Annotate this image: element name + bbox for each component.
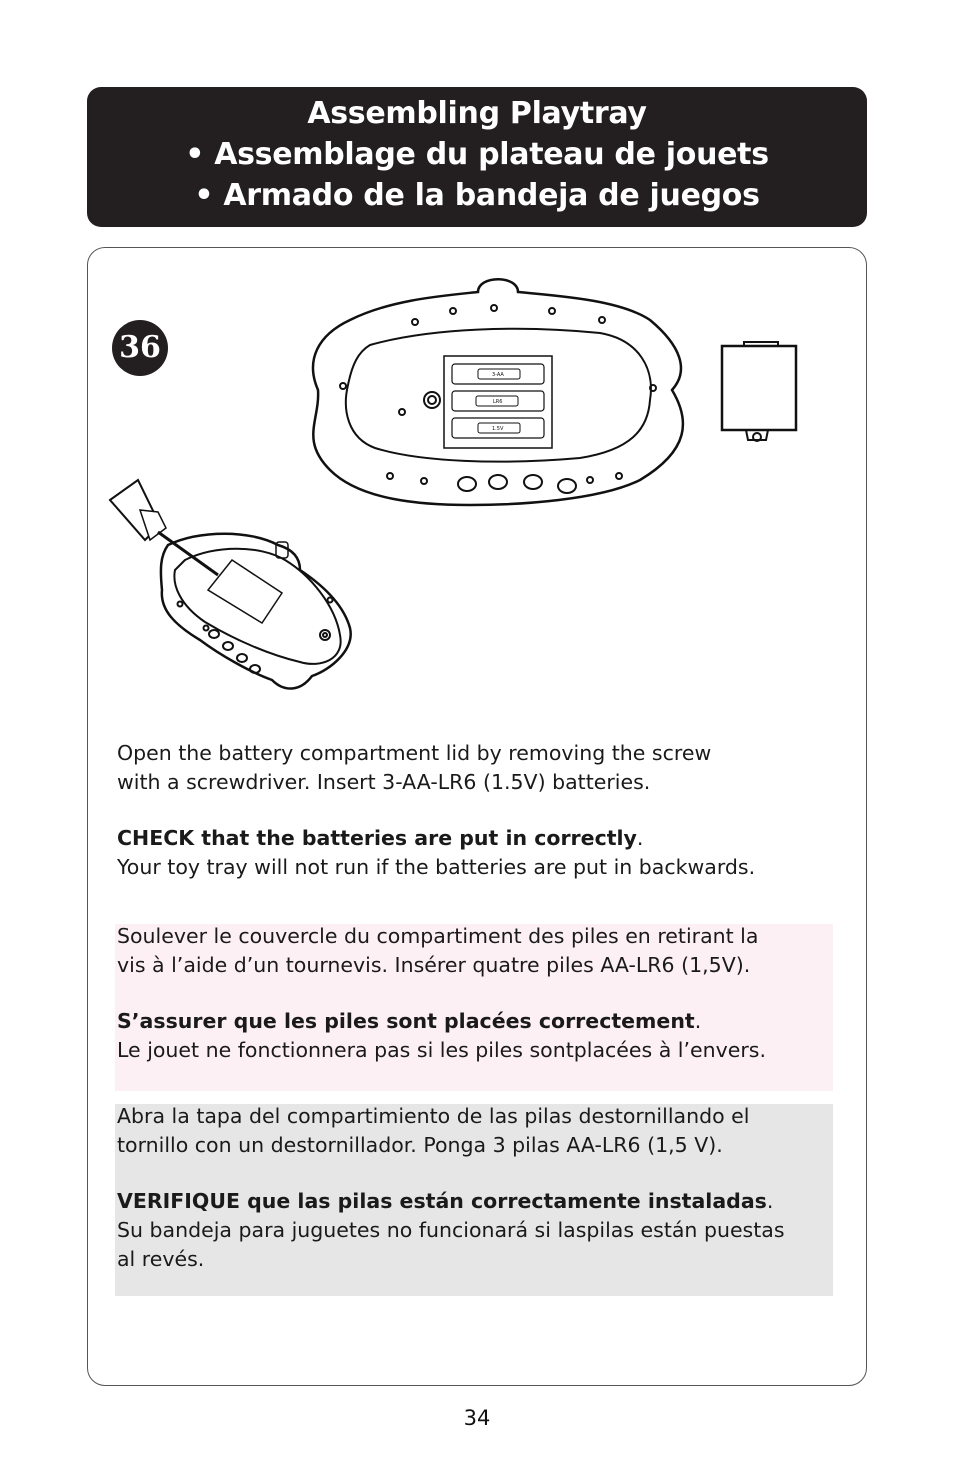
spanish-check	[117, 1187, 817, 1216]
battery-label-3: 1.5V	[492, 426, 504, 432]
spanish-section	[117, 1102, 817, 1274]
playtray-battery-view	[313, 279, 683, 505]
page-number: 34	[463, 1406, 491, 1430]
english-section	[117, 739, 817, 882]
spanish-instruction-line2: tornillo con un destornillador. Ponga 3 pilas AA-LR6 (1,5 V).	[117, 1133, 723, 1157]
french-instruction-line2: vis à l’aide d’un tournevis. Insérer quatre piles AA-LR6 (1,5V).	[117, 953, 751, 977]
spanish-instruction-line1: Abra la tapa del compartimiento de las pilas destornillando el	[117, 1104, 750, 1128]
header-title-es: • Armado de la bandeja de juegos	[194, 178, 760, 213]
spanish-warning-line1: Su bandeja para juguetes no funcionará si laspilas están puestas	[117, 1218, 785, 1242]
french-check-period: .	[694, 1009, 702, 1033]
english-check-period: .	[636, 826, 644, 850]
english-check-bold: CHECK that the batteries are put in correctly	[117, 826, 637, 850]
english-check	[117, 824, 817, 853]
illustration	[0, 0, 954, 720]
spanish-warning-line2: al revés.	[117, 1247, 205, 1271]
battery-label-2: LR6	[493, 399, 503, 405]
step-number-badge: 36	[112, 320, 168, 376]
english-instruction-line1: Open the battery compartment lid by removing the screw	[117, 741, 712, 765]
french-section	[117, 922, 817, 1065]
french-warning: Le jouet ne fonctionnera pas si les piles sontplacées à l’envers.	[117, 1038, 766, 1062]
screwdriver-view	[110, 480, 351, 689]
french-check-bold: S’assurer que les piles sont placées correctement	[117, 1009, 695, 1033]
french-check	[117, 1007, 817, 1036]
header-title-fr: • Assemblage du plateau de jouets	[185, 137, 769, 172]
french-instruction-line1: Soulever le couvercle du compartiment des piles en retirant la	[117, 924, 759, 948]
battery-label-1: 3-AA	[492, 372, 504, 378]
header-title-en: Assembling Playtray	[307, 96, 647, 131]
english-warning: Your toy tray will not run if the batteries are put in backwards.	[117, 855, 756, 879]
english-instruction-line2: with a screwdriver. Insert 3-AA-LR6 (1.5V) batteries.	[117, 770, 651, 794]
spanish-check-bold: VERIFIQUE que las pilas están correctamente instaladas	[117, 1189, 767, 1213]
spanish-check-period: .	[766, 1189, 774, 1213]
battery-lid	[722, 342, 796, 441]
